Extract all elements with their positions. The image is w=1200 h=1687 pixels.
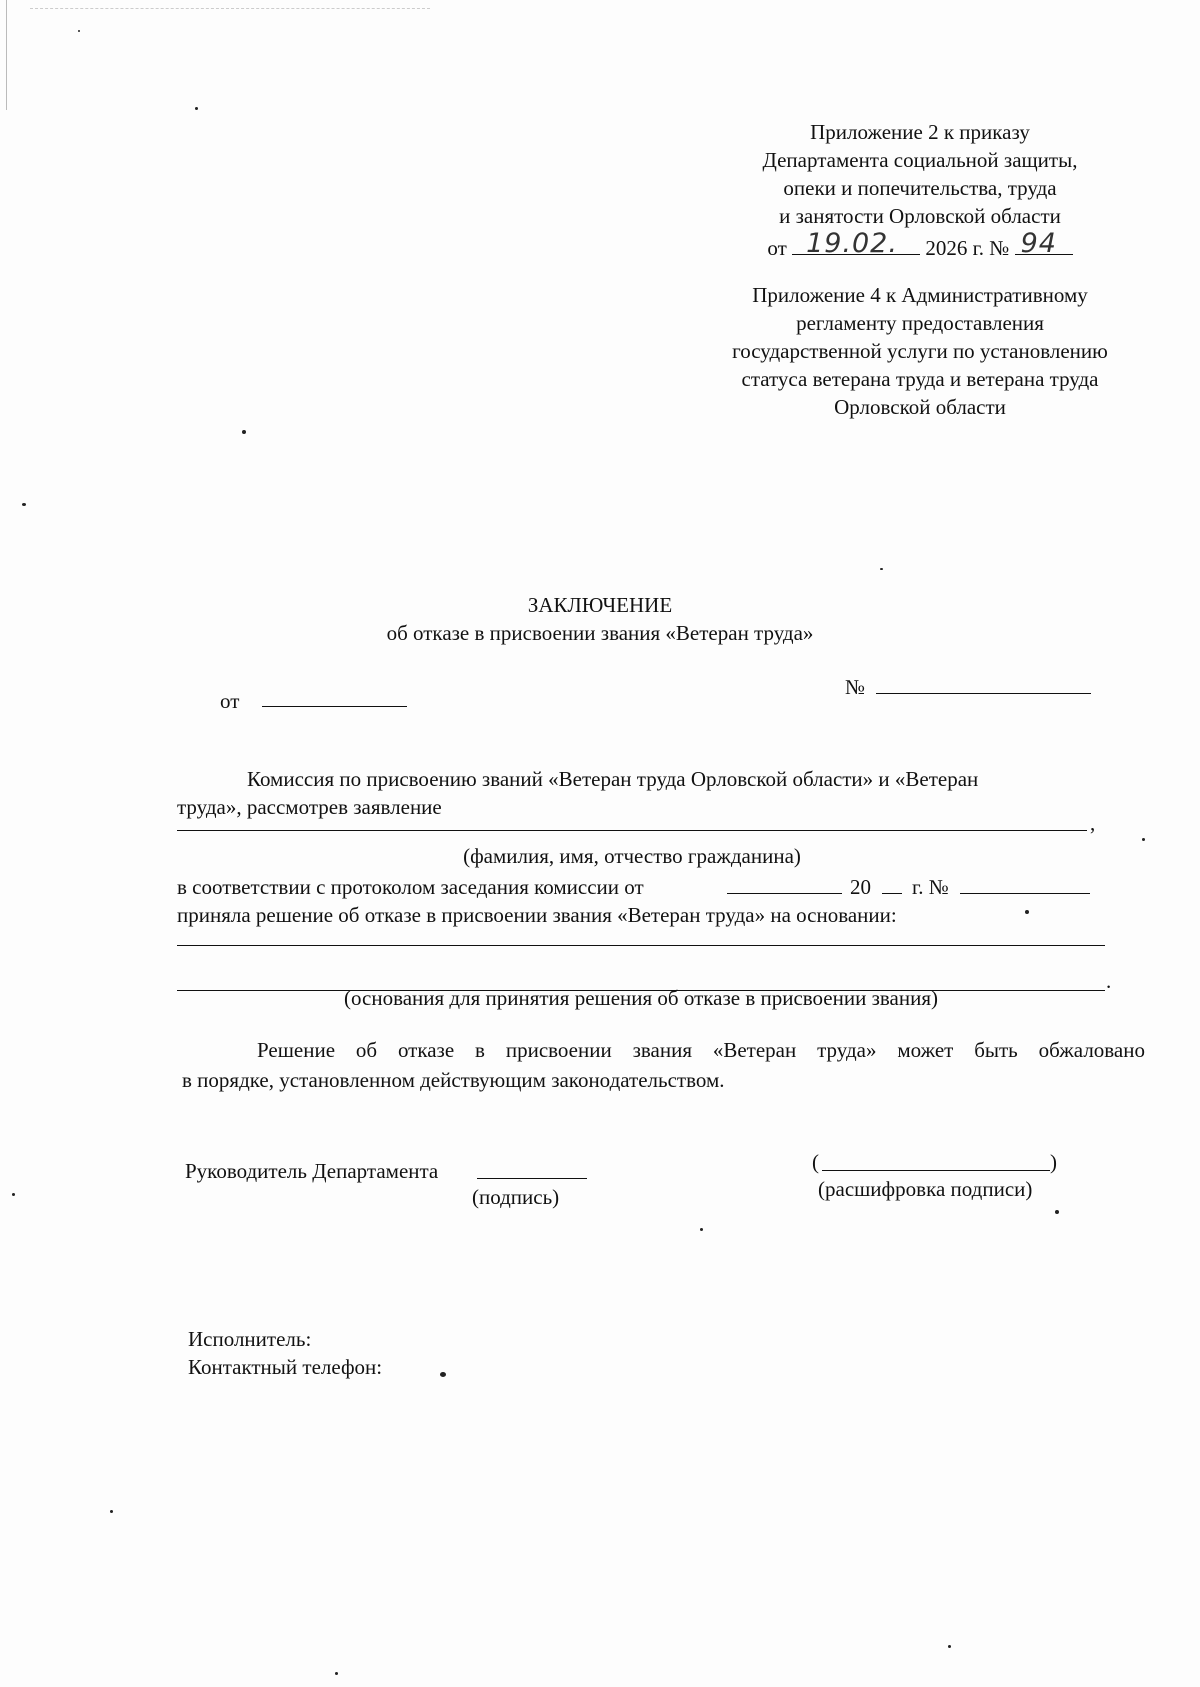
number-blank xyxy=(876,693,1091,694)
appendix-order-line4: и занятости Орловской области xyxy=(779,204,1061,228)
phone-label: Контактный телефон: xyxy=(188,1355,383,1379)
decode-paren-close: ) xyxy=(1050,1150,1057,1174)
signature-blank xyxy=(477,1178,587,1179)
scan-speck xyxy=(700,1228,703,1231)
appendix-order-line1: Приложение 2 к приказу xyxy=(810,120,1030,144)
from-label: от xyxy=(220,689,240,713)
protocol-g-no: г. № xyxy=(912,875,949,899)
scan-speck xyxy=(948,1645,951,1648)
scan-speck xyxy=(110,1510,113,1513)
appendix-order-date-row xyxy=(690,228,1150,262)
number-label: № xyxy=(845,675,866,699)
decode-blank xyxy=(822,1170,1050,1171)
protocol-year: 20 xyxy=(850,875,871,899)
document-subtitle: об отказе в присвоении звания «Ветеран труда» xyxy=(386,621,814,645)
scan-speck xyxy=(1142,838,1145,841)
scan-speck xyxy=(335,1672,338,1675)
scan-speck xyxy=(12,1193,15,1196)
scan-edge-rule xyxy=(6,0,7,110)
from-date-blank xyxy=(262,706,407,707)
year-number-text: 2026 г. № xyxy=(925,236,1010,260)
appendix-regulation-line3: государственной услуги по установлению xyxy=(732,339,1108,363)
decision-line: приняла решение об отказе в присвоении звания «Ветеран труда» на основании: xyxy=(177,903,897,927)
date-underline xyxy=(792,228,920,259)
document-title: ЗАКЛЮЧЕНИЕ xyxy=(527,593,673,617)
scan-speck xyxy=(880,568,883,570)
scan-speck xyxy=(78,30,80,32)
decode-paren-open: ( xyxy=(812,1150,819,1174)
applicant-comma: , xyxy=(1090,811,1096,835)
scan-speck xyxy=(440,1372,446,1377)
appendix-order-line3: опеки и попечительства, труда xyxy=(783,176,1057,200)
appendix-regulation-line1: Приложение 4 к Административному xyxy=(752,283,1088,307)
handwritten-number: 94 xyxy=(1020,228,1057,259)
protocol-date-blank xyxy=(727,893,842,894)
appendix-order-block xyxy=(690,118,1150,262)
appendix-regulation-block xyxy=(690,281,1150,421)
number-underline xyxy=(1015,228,1073,259)
appendix-order-line2: Департамента социальной защиты, xyxy=(762,148,1078,172)
protocol-year-blank xyxy=(882,893,902,894)
protocol-number-blank xyxy=(960,893,1090,894)
date-prefix: от xyxy=(767,236,787,260)
para1-line2: труда», рассмотрев заявление xyxy=(177,795,442,819)
caption-grounds: (основания для принятия решения об отказе в присвоении звания) xyxy=(344,986,938,1010)
applicant-blank xyxy=(177,830,1087,831)
scan-top-noise xyxy=(30,8,430,9)
appendix-regulation-line5: Орловской области xyxy=(834,395,1006,419)
scan-speck xyxy=(195,107,198,110)
head-label: Руководитель Департамента xyxy=(185,1159,439,1183)
executor-label: Исполнитель: xyxy=(188,1327,312,1351)
handwritten-date: 19.02. xyxy=(806,228,898,259)
grounds-period: . xyxy=(1106,969,1112,993)
para2-line2: в порядке, установленном действующим законодательством. xyxy=(182,1068,725,1092)
scan-speck xyxy=(1025,910,1029,914)
para1-line1: Комиссия по присвоению званий «Ветеран труда Орловской области» и «Ветеран xyxy=(247,767,979,791)
caption-decode: (расшифровка подписи) xyxy=(818,1177,1033,1201)
caption-signature: (подпись) xyxy=(472,1185,560,1209)
appendix-regulation-line2: регламенту предоставления xyxy=(796,311,1044,335)
appendix-regulation-line4: статуса ветерана труда и ветерана труда xyxy=(741,367,1099,391)
caption-fio: (фамилия, имя, отчество гражданина) xyxy=(463,844,801,868)
scan-speck xyxy=(22,503,26,506)
para2-line1: Решение об отказе в присвоении звания «Ветеран труда» может быть обжаловано xyxy=(257,1038,1145,1062)
scan-speck xyxy=(242,430,246,434)
grounds-blank-1 xyxy=(177,945,1105,946)
protocol-prefix: в соответствии с протоколом заседания комиссии от xyxy=(177,875,644,899)
scan-speck xyxy=(1055,1210,1059,1214)
